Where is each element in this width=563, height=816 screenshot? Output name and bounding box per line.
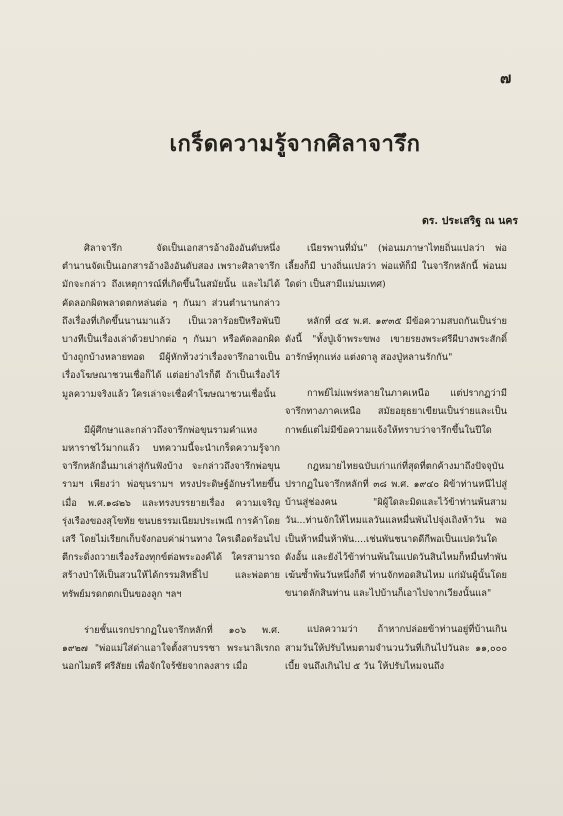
author-byline: ดร. ประเสริฐ ณ นคร	[421, 215, 518, 227]
page-number: ๗	[500, 69, 512, 87]
paragraph: กฎหมายไทยฉบับเก่าแก่ที่สุดที่ตกค้างมาถึงปัจจุบัน ปรากฏในจารึกหลักที่ ๓๘ พ.ศ. ๑๙๔๐ ผิข้าท่านหนีไปสู่บ้านสู่ช่องคน "ผิผู้ใดละมิดและไว้ข้าท่านพ้นสามวัน...ท่านจักให้ไหมแลวันแลหมื่นพันไปจุ่งเถิงห้าวัน พอเป็นห้าหมื่นห้าพัน....เช่นพันชนาดดีกีพอเป็นแปดวันใดดังอั้น และยังไว้ข้าท่านพ้นในแปดวันสินไหมก็หมื่นทำพัน เฆ้นซ้ำพ้นวันหนึ่งก็ดี ท่านจักทอดสินไหม แก่มันผู้นั้นโดยขนาดลักสินท่าน และไปบ้านก็เอาไปจากเวียงนั้นแล"	[285, 460, 507, 600]
paragraph: มีผู้ศึกษาและกล่าวถึงจารึกพ่อขุนรามคำแหงมหาราชไว้มากแล้ว บทความนี้จะนำเกร็ดความรู้จากจารึกหลักอื่นมาเล่าสู่กันฟังบ้าง จะกล่าวถึงจารึกพ่อขุนรามฯ เพียงว่า พ่อขุนรามฯ ทรงประดิษฐ์อักษรไทยขึ้นเมื่อ พ.ศ.๑๘๒๖ และทรงบรรยายเรื่อง ความเจริญรุ่งเรืองของสุโขทัย ขนบธรรมเนียมประเพณี การค้าโดยเสรี โดยไม่เรียกเก็บจังกอบค่าผ่านทาง ใครเดือดร้อนไปตีกระดิ่งถวายเรื่องร้องทุกข์ต่อพระองค์ได้ ใครสามารถสร้างป่าให้เป็นสวนให้ได้กรรมสิทธิ์ไป และพ่อตาย ทรัพย์มรดกตกเป็นของลูก ฯลฯ	[62, 424, 280, 600]
paragraph: เนียรพานที่มั่น" (พ่อนมภาษาไทยถิ่นแปลว่า พ่อเลี้ยงก็มี บางถิ่นแปลว่า พ่อแท้ก็มี ในจารึกหลักนี้ พ่อนมใดด่า เป็นสามีแม่นมเทศ)	[285, 243, 507, 291]
paragraph: ร่ายชั้นแรกปรากฏในจารึกหลักที่ ๑๐๖ พ.ศ. ๑๙๒๗ "พ่อแม่ใส่ด่าแอาใจตั้งสาบรรชา พระนาลิเรกถนอกไมตรี ศรีสัยย เพื่อจักใจร้ซัยจากลงสาร เมื่อ	[62, 624, 280, 673]
paragraph: หลักที่ ๔๕ พ.ศ. ๑๙๓๕ มีข้อความสบถกันเป็นร่ายดังนี้ "ทั้งปู่เจ้าพระขพง เขายรยงพระศรีผีบางพระสักดิ์ อารักษ์ทุกแห่ง แต่งดาลู สองปู่หลานรักกัน"	[285, 315, 507, 364]
paragraph: กาพย์ไม่แพร่หลายในภาคเหนือ แต่ปรากฏว่ามีจารึกทางภาคเหนือ สมัยอยุธยาเขียนเป็นร่ายและเป็นกาพย์แต่ไม่มีข้อความแจ้งให้ทราบว่าจารึกขึ้นในปีใด	[285, 388, 507, 436]
left-column	[62, 240, 280, 694]
paragraph: แปลความว่า ถ้าหากปล่อยข้าท่านอยู่ที่บ้านเกินสามวันให้ปรับไหมตามจำนวนวันที่เกินไปวันละ ๑๑,๐๐๐ เบี้ย จนถึงเกินไป ๕ วัน ให้ปรับไหมจนถึง	[285, 624, 507, 672]
paragraph: ศิลาจารึก จัดเป็นเอกสารอ้างอิงอันดับหนึ่ง ตำนานจัดเป็นเอกสารอ้างอิงอันดับสอง เพราะศิลาจารึกมักจะกล่าว ถึงเหตุการณ์ที่เกิดขึ้นในสมัยนั้น และไม่ได้คัดลอกผิดพลาดตกหล่นต่อ ๆ กันมา ส่วนตำนานกล่าวถึงเรื่องที่เกิดขึ้นนานมาแล้ว เป็นเวลาร้อยปีหรือพันปี บางทีเป็นเรื่องเล่าด้วยปากต่อ ๆ กันมา หรือคัดลอกผิดบ้างถูกบ้างหลายทอด มีผู้หักท้วงว่าเรื่องจารึกอาจเป็นเรื่องโฆษณาชวนเชื่อก็ได้ แต่อย่างไรก็ดี ถ้าเป็นเรื่องไร้มูลความจริงแล้ว ใครเล่าจะเชื่อคำโฆษณาชวนเชื่อนั้น	[62, 243, 280, 400]
article-title: เกร็ดความรู้จากศิลาจารึก	[169, 132, 421, 157]
right-column	[285, 240, 507, 694]
